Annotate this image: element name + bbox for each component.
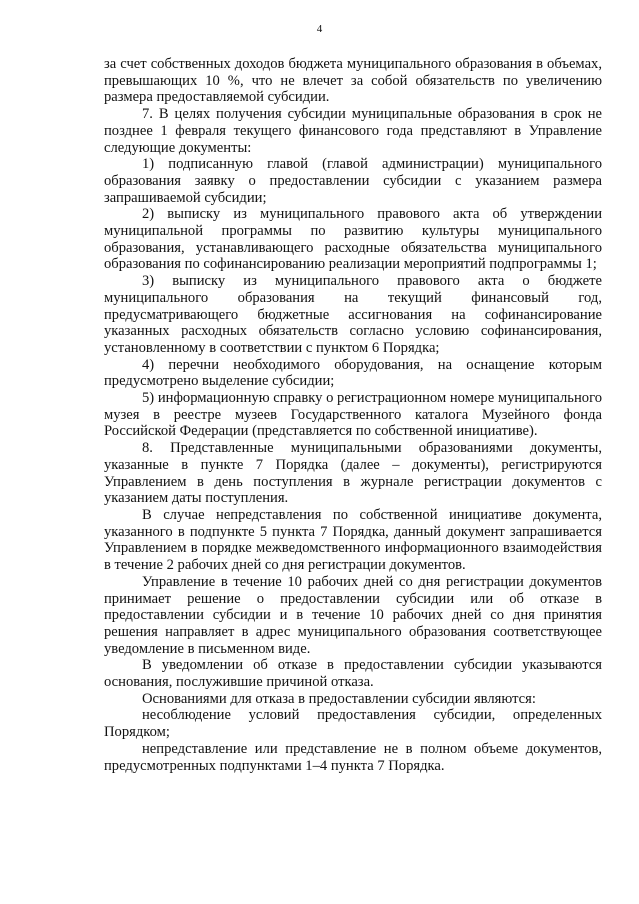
paragraph-interagency-request: В случае непредставления по собственной инициативе документа, указанного в подпункте 5 пункта 7 Порядка, данный документ запрашивается Управлением в порядке межведомственного информационного взаимодействия в течение 2 рабочих дней со дня регистрации документов. — [104, 506, 602, 574]
paragraph-item-8: 8. Представленные муниципальными образованиями документы, указанные в пункте 7 Порядка (далее – документы), регистрируются Управлением в день поступления в журнале регистрации документов с указанием даты поступления. — [104, 440, 602, 507]
paragraph-decision: Управление в течение 10 рабочих дней со дня регистрации документов принимает решение о предоставлении субсидии или об отказе в предоставлении субсидии и в течение 10 рабочих дней со дня принятия решения направляет в адрес муниципального образования соответствующее уведомление в письменном виде. — [104, 573, 602, 657]
paragraph-refusal-grounds: Основаниями для отказа в предоставлении субсидии являются: — [142, 690, 536, 707]
paragraph-subitem-4: 4) перечни необходимого оборудования, на оснащение которым предусмотрено выделение субсидии; — [104, 356, 602, 390]
paragraph-refusal-notice: В уведомлении об отказе в предоставлении субсидии указываются основания, послужившие причиной отказа. — [104, 657, 602, 691]
paragraph-subitem-5: 5) информационную справку о регистрационном номере муниципального музея в реестре музеев Государственного каталога Музейного фонда Российской Федерации (представляется по собственной инициативе). — [104, 390, 602, 440]
paragraph-ground-2: непредставление или представление не в полном объеме документов, предусмотренных подпунктами 1–4 пункта 7 Порядка. — [104, 740, 602, 774]
paragraph-subitem-3: 3) выписку из муниципального правового акта о бюджете муниципального образования на текущий финансовый год, предусматривающего бюджетные ассигнования на софинансирование указанных расходных обязательств согласно условию софинансирования, установленному в соответствии с пунктом 6 Порядка; — [104, 273, 602, 356]
paragraph-continuation: за счет собственных доходов бюджета муниципального образования в объемах, превышающих 10 %, что не влечет за собой обязательств по увеличению размера предоставляемой субсидии. — [104, 56, 602, 106]
page-number: 4 — [316, 23, 323, 35]
document-body — [104, 56, 602, 774]
paragraph-subitem-2: 2) выписку из муниципального правового акта об утверждении муниципальной программы по развитию культуры муниципального образования, устанавливающего расходные обязательства муниципального образования по софинансированию реализации мероприятий подпрограммы 1; — [104, 206, 602, 273]
paragraph-item-7: 7. В целях получения субсидии муниципальные образования в срок не позднее 1 февраля текущего финансового года представляют в Управление следующие документы: — [104, 106, 602, 156]
paragraph-ground-1: несоблюдение условий предоставления субсидии, определенных Порядком; — [104, 707, 602, 741]
paragraph-subitem-1: 1) подписанную главой (главой администрации) муниципального образования заявку о предоставлении субсидии с указанием размера запрашиваемой субсидии; — [104, 156, 602, 206]
